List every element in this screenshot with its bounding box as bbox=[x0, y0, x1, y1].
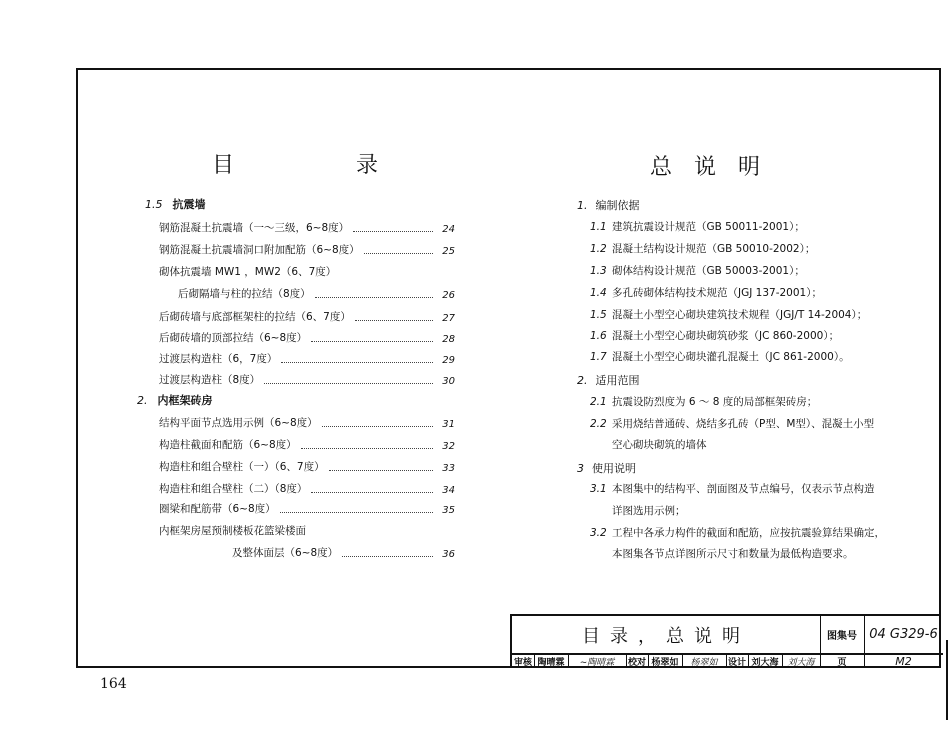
notes-item-number: 1.4 bbox=[590, 287, 607, 299]
toc-entry-page: 28 bbox=[442, 334, 455, 345]
toc-entry-title: 后砌隔墙与柱的拉结（8度） bbox=[178, 288, 311, 300]
toc-entry-title: 过渡层构造柱（8度） bbox=[159, 374, 261, 386]
toc-entry-page: 35 bbox=[442, 505, 455, 516]
notes-item bbox=[590, 307, 867, 322]
title-block bbox=[510, 614, 941, 668]
review-name: 陶晴霖 bbox=[534, 655, 569, 668]
notes-item bbox=[590, 416, 874, 431]
toc-entry-title: 及整体面层（6~8度） bbox=[232, 547, 339, 559]
notes-item bbox=[590, 285, 822, 300]
leader-dots bbox=[264, 383, 433, 384]
notes-item-text: 抗震设防烈度为 6 ～ 8 度的局部框架砖房； bbox=[612, 396, 818, 408]
notes-item-text: 混凝土小型空心砌块建筑技术规程（JGJ/T 14-2004）； bbox=[612, 309, 868, 321]
notes-item-number: 1.5 bbox=[590, 309, 607, 321]
toc-entry-page: 33 bbox=[442, 463, 455, 474]
leader-dots bbox=[342, 556, 433, 557]
toc-entry-title: 钢筋混凝土抗震墙洞口附加配筋（6~8度） bbox=[159, 244, 360, 256]
design-signature: 刘大海 bbox=[782, 655, 821, 668]
notes-section-2 bbox=[577, 372, 640, 388]
check-signature: 杨翠如 bbox=[682, 655, 727, 668]
toc-entry[interactable] bbox=[159, 308, 455, 324]
toc-entry[interactable] bbox=[159, 371, 455, 387]
toc-entry[interactable] bbox=[159, 436, 455, 452]
toc-section-2 bbox=[137, 392, 213, 408]
review-label: 审核 bbox=[512, 655, 535, 668]
toc-entry[interactable] bbox=[232, 544, 455, 560]
toc-entry-title: 圈梁和配筋带（6~8度） bbox=[159, 503, 276, 515]
notes-item-number: 2.2 bbox=[590, 418, 607, 430]
toc-entry[interactable] bbox=[159, 414, 455, 430]
toc-entry[interactable] bbox=[159, 458, 455, 474]
notes-item bbox=[590, 241, 815, 256]
signature-row bbox=[512, 653, 943, 668]
notes-item-text: 混凝土小型空心砌块灌孔混凝土（JC 861-2000）。 bbox=[612, 351, 850, 363]
design-label: 设计 bbox=[726, 655, 749, 668]
check-label: 校对 bbox=[626, 655, 649, 668]
toc-entry-page: 31 bbox=[442, 419, 455, 430]
toc-entry[interactable] bbox=[159, 500, 455, 516]
leader-dots bbox=[364, 253, 433, 254]
toc-entry-title: 钢筋混凝土抗震墙（一～三级，6~8度） bbox=[159, 222, 350, 234]
design-name: 刘大海 bbox=[748, 655, 783, 668]
notes-section-number: 3 bbox=[577, 462, 584, 475]
notes-item-number: 2.1 bbox=[590, 396, 607, 408]
toc-entry-title: 构造柱和组合壁柱（一）（6、7度） bbox=[159, 461, 325, 473]
notes-item bbox=[590, 394, 817, 409]
toc-entry-page: 27 bbox=[442, 313, 455, 324]
leader-dots bbox=[311, 492, 433, 493]
page-number: 164 bbox=[100, 676, 127, 692]
notes-item bbox=[590, 525, 885, 540]
leader-dots bbox=[281, 362, 433, 363]
toc-entry-page: 36 bbox=[442, 549, 455, 560]
notes-section-1 bbox=[577, 197, 640, 213]
atlas-number-label: 图集号 bbox=[820, 616, 865, 653]
toc-entry[interactable] bbox=[159, 350, 455, 366]
toc-entry[interactable] bbox=[159, 329, 455, 345]
leader-dots bbox=[280, 512, 433, 513]
toc-entry[interactable] bbox=[159, 480, 455, 496]
notes-item-continuation: 空心砌块砌筑的墙体 bbox=[612, 439, 707, 451]
notes-item-number: 1.6 bbox=[590, 330, 607, 342]
toc-entry-page: 32 bbox=[442, 441, 455, 452]
notes-item bbox=[590, 328, 839, 343]
notes-item bbox=[590, 263, 805, 278]
notes-item-text: 采用烧结普通砖、烧结多孔砖（P型、M型）、混凝土小型 bbox=[612, 418, 875, 430]
toc-section-number: 1.5 bbox=[145, 198, 163, 211]
toc-entry-page: 25 bbox=[442, 246, 455, 257]
notes-section-label: 使用说明 bbox=[592, 462, 636, 475]
notes-item-number: 1.3 bbox=[590, 265, 607, 277]
toc-title-char-1: 目 bbox=[212, 153, 235, 178]
notes-section-3 bbox=[577, 460, 636, 476]
toc-entry-heading-inner-frame: 内框架房屋预制楼板花篮梁楼面 bbox=[159, 525, 306, 537]
notes-item bbox=[590, 219, 805, 234]
leader-dots bbox=[301, 448, 433, 449]
leader-dots bbox=[311, 341, 433, 342]
toc-entry[interactable] bbox=[159, 219, 455, 235]
notes-item-continuation: 本图集各节点详图所示尺寸和数量为最低构造要求。 bbox=[612, 548, 854, 560]
page-label: 页 bbox=[820, 655, 865, 668]
toc-entry-page: 26 bbox=[442, 290, 455, 301]
leader-dots bbox=[329, 470, 433, 471]
notes-item-number: 1.2 bbox=[590, 243, 607, 255]
toc-entry-title: 构造柱截面和配筋（6~8度） bbox=[159, 439, 297, 451]
toc-entry-page: 29 bbox=[442, 355, 455, 366]
notes-item-continuation: 详图选用示例； bbox=[612, 505, 686, 517]
notes-item-number: 1.1 bbox=[590, 221, 607, 233]
notes-section-number: 1. bbox=[577, 199, 588, 212]
toc-entry[interactable] bbox=[159, 241, 455, 257]
toc-entry-page: 34 bbox=[442, 485, 455, 496]
toc-entry-heading-masonry-wall: 砌体抗震墙 MW1 ，MW2（6、7度） bbox=[159, 266, 337, 278]
toc-entry-page: 30 bbox=[442, 376, 455, 387]
toc-entry-title: 后砌砖墙的顶部拉结（6~8度） bbox=[159, 332, 308, 344]
page-value: M2 bbox=[895, 655, 912, 668]
toc-section-label: 内框架砖房 bbox=[157, 394, 213, 407]
drawing-frame bbox=[76, 68, 941, 668]
toc-section-1-5 bbox=[145, 196, 206, 212]
notes-item-text: 多孔砖砌体结构技术规范（JGJ 137-2001）； bbox=[612, 287, 822, 299]
check-name: 杨翠如 bbox=[648, 655, 683, 668]
notes-item bbox=[590, 481, 875, 496]
notes-item-text: 本图集中的结构平、剖面图及节点编号，仅表示节点构造 bbox=[612, 483, 875, 495]
leader-dots bbox=[322, 426, 433, 427]
binding-edge-rule bbox=[946, 640, 948, 720]
toc-entry[interactable] bbox=[178, 285, 455, 301]
toc-entry-title: 过渡层构造柱（6，7度） bbox=[159, 353, 278, 365]
leader-dots bbox=[353, 231, 433, 232]
leader-dots bbox=[315, 297, 433, 298]
notes-item-text: 建筑抗震设计规范（GB 50011-2001）； bbox=[612, 221, 805, 233]
notes-item-number: 3.1 bbox=[590, 483, 607, 495]
toc-entry-title: 后砌砖墙与底部框架柱的拉结（6、7度） bbox=[159, 311, 351, 323]
atlas-number: 04 G329-6 bbox=[869, 627, 938, 642]
notes-section-label: 适用范围 bbox=[595, 374, 640, 387]
toc-entry-title: 结构平面节点选用示例（6~8度） bbox=[159, 417, 318, 429]
leader-dots bbox=[355, 320, 433, 321]
title-block-title: 目录，总说明 bbox=[512, 616, 821, 653]
notes-item-text: 砌体结构设计规范（GB 50003-2001）； bbox=[612, 265, 805, 277]
toc-title-char-2: 录 bbox=[356, 153, 379, 178]
notes-item-text: 混凝土小型空心砌块砌筑砂浆（JC 860-2000）； bbox=[612, 330, 840, 342]
notes-item-text: 工程中各承力构件的截面和配筋，应按抗震验算结果确定， bbox=[612, 527, 885, 539]
toc-entry-title: 构造柱和组合壁柱（二）（8度） bbox=[159, 483, 308, 495]
notes-section-number: 2. bbox=[577, 374, 588, 387]
notes-item-text: 混凝土结构设计规范（GB 50010-2002）； bbox=[612, 243, 816, 255]
notes-item bbox=[590, 349, 850, 364]
notes-item-number: 1.7 bbox=[590, 351, 607, 363]
review-signature: ~陶晴霖 bbox=[568, 655, 627, 668]
toc-section-number: 2. bbox=[137, 394, 148, 407]
toc-entry-page: 24 bbox=[442, 224, 455, 235]
notes-section-label: 编制依据 bbox=[595, 199, 640, 212]
notes-item-number: 3.2 bbox=[590, 527, 607, 539]
notes-title: 总说明 bbox=[650, 155, 783, 180]
toc-section-label: 抗震墙 bbox=[172, 198, 206, 211]
